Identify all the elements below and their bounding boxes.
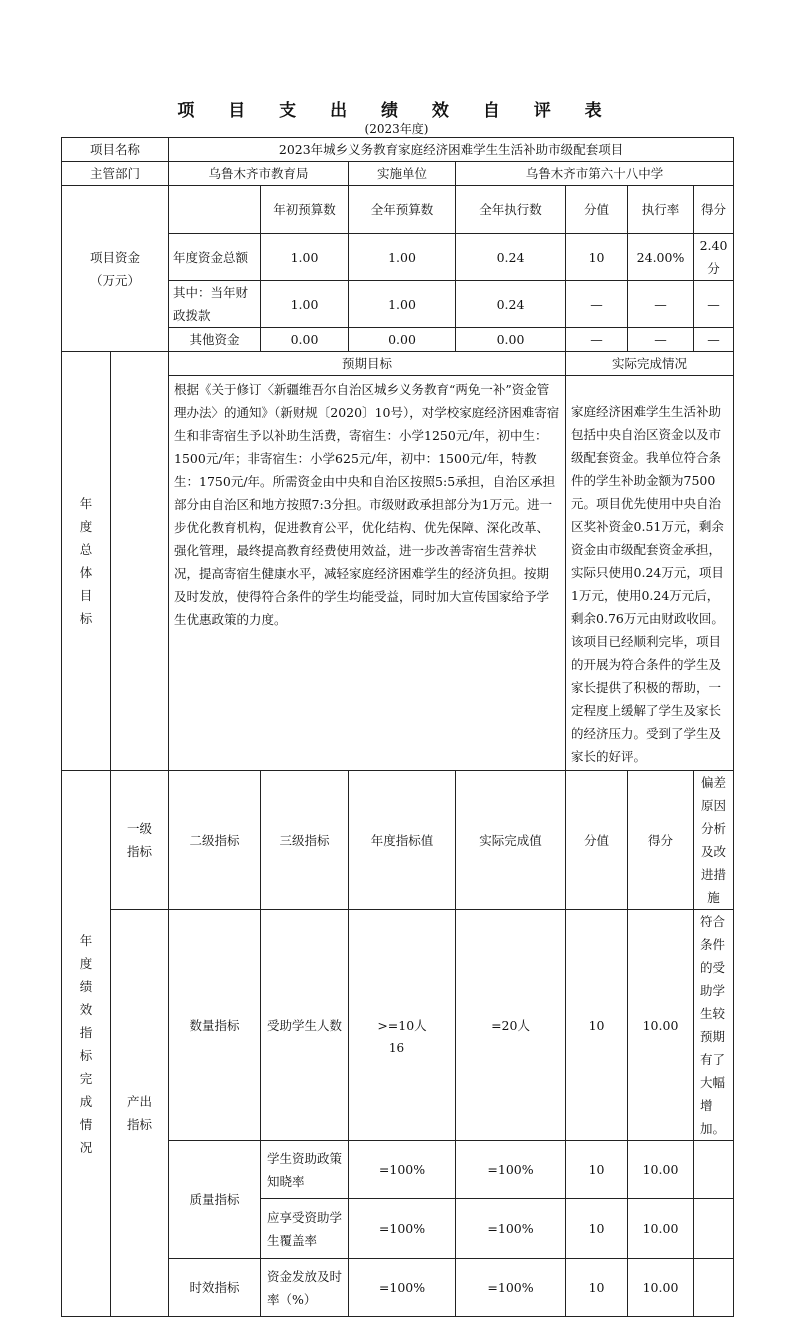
actual-value: =100%	[456, 1259, 566, 1317]
funds-header: 执行率	[628, 186, 694, 234]
funds-cell: —	[628, 281, 694, 328]
funds-cell: 1.00	[261, 281, 349, 328]
score: 10.00	[628, 1199, 694, 1259]
score: 10.00	[628, 1259, 694, 1317]
score: 10.00	[628, 910, 694, 1141]
funds-cell: 0.24	[456, 281, 566, 328]
level3-cell: 学生资助政策知晓率	[261, 1141, 349, 1199]
self-evaluation-table	[61, 137, 734, 1317]
level3-cell: 受助学生人数	[261, 910, 349, 1141]
indicator-header: 实际完成值	[456, 771, 566, 910]
funds-cell: 0.24	[456, 234, 566, 281]
target-value: >=10人	[349, 910, 456, 1141]
funds-cell: —	[566, 328, 628, 352]
dept-label: 主管部门	[62, 162, 169, 186]
funds-header-empty	[169, 186, 261, 234]
report-year: (2023年度)	[364, 122, 429, 136]
dept-value: 乌鲁木齐市教育局	[169, 162, 349, 186]
level2-quantity: 数量指标	[169, 910, 261, 1141]
target-value: =100%	[349, 1141, 456, 1199]
target-value: =100%	[349, 1199, 456, 1259]
actual-result-text: 家庭经济困难学生生活补助包括中央自治区资金以及市级配套资金。我单位符合条件的学生补助金额为7500元。项目优先使用中央自治区奖补资金0.51万元，剩余资金由市级配套资金承担，实际只使用0.24万元，项目1万元，使用0.24万元后，剩余0.76万元由财政收回。该项目已经顺利完毕，项目的开展为符合条件的学生及家长提供了积极的帮助，一定程度上缓解了学生及家长的经济压力。受到了学生及家长的好评。	[566, 376, 734, 771]
funds-cell: 0.00	[456, 328, 566, 352]
indicator-header: 一级指标	[111, 771, 169, 910]
funds-cell: 0.00	[349, 328, 456, 352]
expected-goal-text: 根据《关于修订〈新疆维吾尔自治区城乡义务教育“两免一补”资金管理办法〉的通知》（新财规〔2020〕10号），对学校家庭经济困难寄宿生和非寄宿生予以补助生活费，寄宿生：小学1250元/年，初中生：1500元/年；非寄宿生：小学625元/年，初中：1500元/年，特教生：1750元/年。所需资金由中央和自治区按照5:5承担，自治区承担部分由自治区和地方按照7:3分担。市级财政承担部分为1万元。进一步优化教育机构，促进教育公平，优化结构、优先保障、深化改革、强化管理，最终提高教育经费使用效益，进一步改善寄宿生营养状况，提高寄宿生健康水平，减轻家庭经济困难学生的经济负担。按期及时发放，使得符合条件的学生均能受益，同时加大宣传国家给予学生优惠政策的力度。	[169, 376, 566, 771]
level3-cell: 资金发放及时率（%）	[261, 1259, 349, 1317]
funds-header: 全年执行数	[456, 186, 566, 234]
funds-cell: 2.40分	[694, 234, 734, 281]
project-name-value: 2023年城乡义务教育家庭经济困难学生生活补助市级配套项目	[169, 138, 734, 162]
actual-value: =20人	[456, 910, 566, 1141]
funds-cell: 24.00%	[628, 234, 694, 281]
indicator-header: 年度指标值	[349, 771, 456, 910]
score-value: 10	[566, 910, 628, 1141]
unit-value: 乌鲁木齐市第六十八中学	[456, 162, 734, 186]
indicator-header: 三级指标	[261, 771, 349, 910]
deviation-note	[694, 1141, 734, 1199]
target-value: =100%	[349, 1259, 456, 1317]
funds-cell: 0.00	[261, 328, 349, 352]
funds-row-label: 其中：当年财政拨款	[169, 281, 261, 328]
funds-row-label: 年度资金总额	[169, 234, 261, 281]
score-value: 10	[566, 1141, 628, 1199]
page-title: 项 目 支 出 绩 效 自 评 表	[177, 101, 616, 121]
funds-header: 分值	[566, 186, 628, 234]
funds-header: 年初预算数	[261, 186, 349, 234]
funds-header: 全年预算数	[349, 186, 456, 234]
deviation-note	[694, 1259, 734, 1317]
deviation-note	[694, 1199, 734, 1259]
funds-cell: 1.00	[261, 234, 349, 281]
indicator-header: 得分	[628, 771, 694, 910]
unit-label: 实施单位	[349, 162, 456, 186]
funds-cell: —	[694, 281, 734, 328]
funds-cell: 1.00	[349, 281, 456, 328]
indicator-header: 偏差原因分析及改进措施	[694, 771, 734, 910]
score-value: 10	[566, 1199, 628, 1259]
level2-timeliness: 时效指标	[169, 1259, 261, 1317]
funds-cell: —	[566, 281, 628, 328]
actual-value: =100%	[456, 1199, 566, 1259]
goals-spacer	[111, 352, 169, 771]
level1-indicator: 产出指标	[111, 910, 169, 1317]
funds-cell: 1.00	[349, 234, 456, 281]
goals-label: 年度总体目标	[62, 352, 111, 771]
indicator-header: 分值	[566, 771, 628, 910]
funds-cell: —	[628, 328, 694, 352]
page-number: 16	[388, 1041, 405, 1055]
level3-cell: 应享受资助学生覆盖率	[261, 1199, 349, 1259]
expected-goal-header: 预期目标	[169, 352, 566, 376]
indicator-header: 二级指标	[169, 771, 261, 910]
actual-result-header: 实际完成情况	[566, 352, 734, 376]
funds-label: 项目资金 （万元）	[62, 186, 169, 352]
score: 10.00	[628, 1141, 694, 1199]
funds-row-label: 其他资金	[169, 328, 261, 352]
funds-cell: —	[694, 328, 734, 352]
funds-header: 得分	[694, 186, 734, 234]
score-value: 10	[566, 1259, 628, 1317]
level2-quality: 质量指标	[169, 1141, 261, 1259]
deviation-note: 符合条件的受助学生较预期有了大幅增加。	[694, 910, 734, 1141]
actual-value: =100%	[456, 1141, 566, 1199]
indicators-section-label: 年度绩效指标完成情况	[62, 771, 111, 1317]
project-name-label: 项目名称	[62, 138, 169, 162]
funds-cell: 10	[566, 234, 628, 281]
